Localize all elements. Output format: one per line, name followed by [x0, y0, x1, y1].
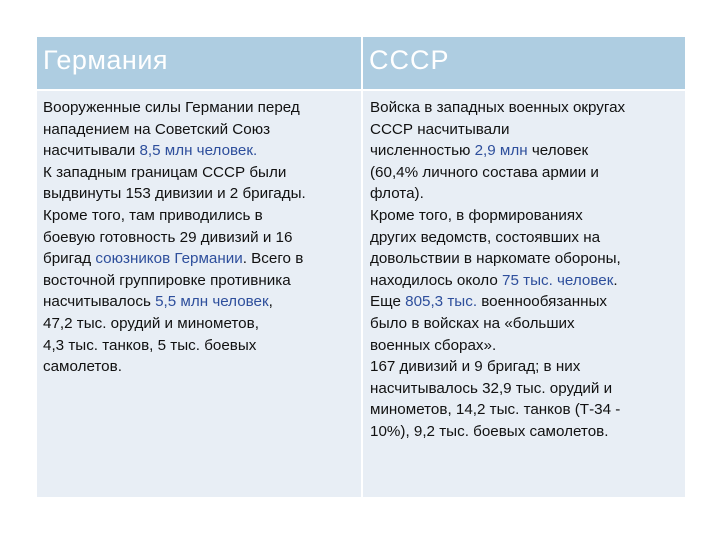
germany-text-cell [37, 89, 361, 497]
text-fragment: других ведомств, состоявших на [370, 228, 601, 246]
text-fragment: Войска в западных военных округах [370, 99, 626, 116]
text-fragment: 10%), 9,2 тыс. боевых самолетов. [370, 422, 609, 440]
text-fragment: насчитывалось 32,9 тыс. орудий и [370, 379, 613, 397]
text-fragment: Кроме того, в формированиях [370, 206, 583, 224]
text-fragment: находилось около [370, 271, 502, 289]
left-text-line [43, 97, 358, 119]
text-fragment: численностью [370, 142, 475, 160]
right-text-line [370, 205, 681, 227]
text-fragment: бригад [43, 250, 96, 268]
header-ussr-label: СССР [369, 45, 450, 75]
text-fragment: насчитывалось [43, 293, 156, 311]
text-fragment: было в войсках на «больших [370, 314, 575, 332]
right-text-line [370, 378, 681, 400]
highlighted-figure: 8,5 млн человек. [139, 142, 258, 160]
right-text-line [370, 335, 681, 357]
right-text-line [370, 227, 681, 249]
highlighted-figure: союзников Германии [95, 250, 243, 268]
header-germany [37, 37, 361, 89]
right-text-line [370, 313, 681, 335]
text-fragment: минометов, 14,2 тыс. танков (Т-34 - [370, 401, 621, 419]
text-fragment: нападением на Советский Союз [43, 120, 271, 138]
text-fragment: Еще [370, 293, 406, 311]
right-text-line [370, 356, 681, 378]
text-fragment: (60,4% личного состава армии и [370, 163, 599, 181]
left-text-line [43, 270, 358, 292]
right-text-line [370, 183, 681, 205]
text-fragment: военных сборах». [370, 336, 497, 354]
right-text-line [370, 270, 681, 292]
text-fragment: СССР насчитывали [370, 120, 510, 138]
left-text-line [43, 227, 358, 249]
left-text-line [43, 205, 358, 227]
right-text-line [370, 248, 681, 270]
text-fragment: 47,2 тыс. орудий и минометов, [43, 314, 259, 332]
text-fragment: Вооруженные силы Германии перед [43, 99, 300, 116]
text-fragment: насчитывали [43, 142, 140, 160]
right-text-line [370, 140, 681, 162]
right-text-line [370, 291, 681, 313]
text-fragment: восточной группировке противника [43, 271, 291, 289]
left-text-line [43, 313, 358, 335]
highlighted-figure: 805,3 тыс. [405, 293, 478, 311]
text-fragment: 4,3 тыс. танков, 5 тыс. боевых [43, 336, 257, 354]
highlighted-figure: 5,5 млн человек [155, 293, 269, 311]
text-fragment: человек [527, 142, 589, 160]
left-text-line [43, 140, 358, 162]
left-text-line [43, 119, 358, 141]
left-text-line [43, 356, 358, 378]
left-text-line [43, 291, 358, 313]
highlighted-figure: 75 тыс. человек [502, 271, 614, 289]
text-fragment: самолетов. [43, 358, 122, 376]
text-fragment: Кроме того, там приводились в [43, 206, 263, 224]
right-text-line [370, 162, 681, 184]
text-fragment: . Всего в [242, 250, 304, 268]
left-text-line [43, 183, 358, 205]
text-fragment: выдвинуты 153 дивизии и 2 бригады. [43, 185, 306, 203]
text-fragment: К западным границам СССР были [43, 163, 287, 181]
highlighted-figure: 2,9 млн [474, 142, 528, 160]
comparison-table [37, 37, 685, 497]
left-text-line [43, 162, 358, 184]
text-fragment: довольствии в наркомате обороны, [370, 250, 621, 268]
text-fragment: боевую готовность 29 дивизий и 16 [43, 228, 293, 246]
left-text-line [43, 248, 358, 270]
ussr-text-cell [361, 89, 685, 497]
text-fragment: флота). [370, 185, 424, 203]
text-fragment: 167 дивизий и 9 бригад; в них [370, 358, 581, 376]
text-fragment: , [268, 293, 273, 311]
header-ussr [361, 37, 685, 89]
right-text-line [370, 119, 681, 141]
left-text-line [43, 335, 358, 357]
right-text-line [370, 399, 681, 421]
header-germany-label: Германия [43, 45, 169, 75]
right-text-line [370, 97, 681, 119]
right-text-line [370, 421, 681, 443]
text-fragment: . [613, 271, 618, 289]
text-fragment: военнообязанных [477, 293, 608, 311]
